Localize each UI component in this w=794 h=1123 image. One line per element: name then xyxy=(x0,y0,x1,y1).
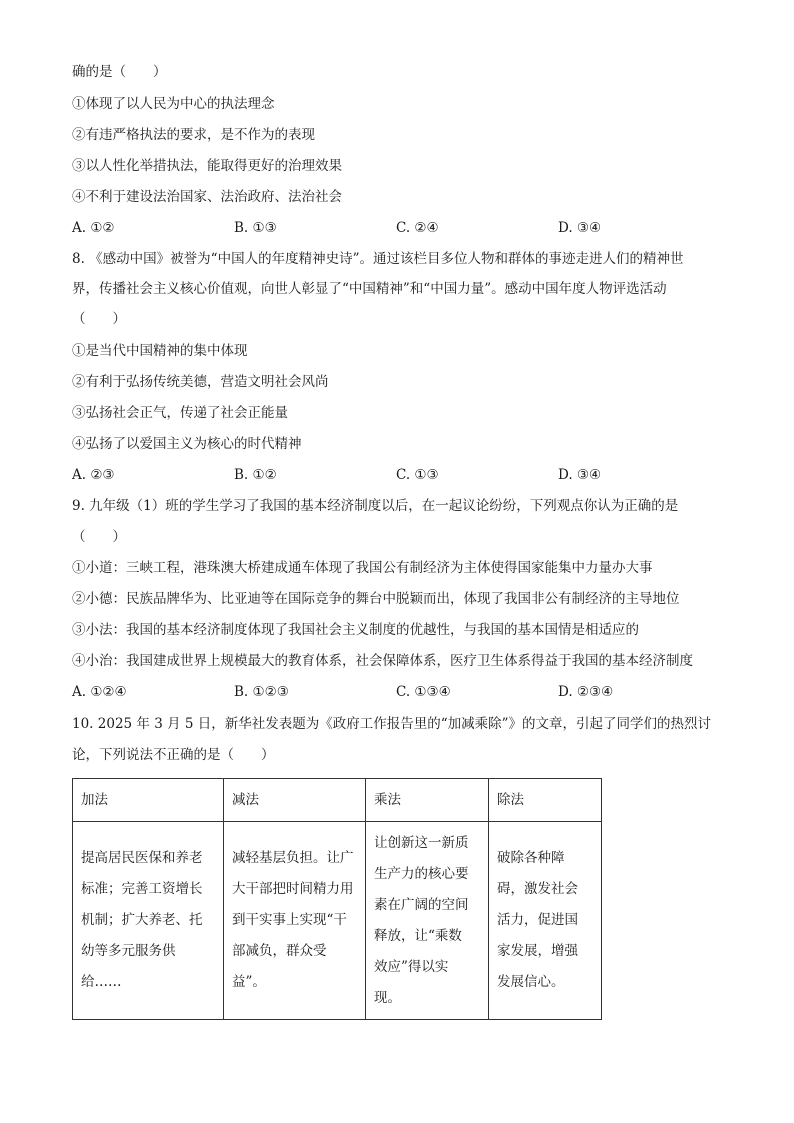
q9-option-b[interactable]: B. ①②③ xyxy=(234,684,289,700)
q7-options xyxy=(72,218,722,238)
q9-item-3: ③小法：我国的基本经济制度体现了我国社会主义制度的优越性，与我国的基本国情是相适应的 xyxy=(72,622,639,638)
q10-stem-line-1: 10. 2025 年 3 月 5 日，新华社发表题为《政府工作报告里的“加减乘除”》的文章，引起了同学们的热烈讨 xyxy=(72,716,712,732)
q7-option-d[interactable]: D. ③④ xyxy=(558,220,602,236)
q8-option-c[interactable]: C. ①③ xyxy=(396,467,439,483)
q8-item-4: ④弘扬了以爱国主义为核心的时代精神 xyxy=(72,436,302,452)
q10-table xyxy=(72,778,602,1020)
q7-stem: 确的是（ ） xyxy=(72,64,167,80)
q9-options xyxy=(72,682,722,702)
q9-stem-line-2: （ ） xyxy=(72,529,126,545)
q8-options xyxy=(72,465,722,485)
q8-stem-line-1: 8. 《感动中国》被誉为“中国人的年度精神史诗”。通过该栏目多位人物和群体的事迹走进人们的精神世 xyxy=(72,251,684,267)
q10-table-header-row xyxy=(73,779,602,822)
question-8 xyxy=(72,249,722,485)
q9-option-d[interactable]: D. ②③④ xyxy=(558,684,614,700)
q8-option-d[interactable]: D. ③④ xyxy=(558,467,602,483)
q9-item-2: ②小德：民族品牌华为、比亚迪等在国际竞争的舞台中脱颖而出，体现了我国非公有制经济的主导地位 xyxy=(72,591,680,607)
q9-item-1: ①小道：三峡工程，港珠澳大桥建成通车体现了我国公有制经济为主体使得国家能集中力量办大事 xyxy=(72,560,653,576)
q7-item-4: ④不利于建设法治国家、法治政府、法治社会 xyxy=(72,189,342,205)
q8-stem-line-2: 界，传播社会主义核心价值观，向世人彰显了“中国精神”和“中国力量”。感动中国年度人物评选活动 xyxy=(72,281,667,297)
q7-option-c[interactable]: C. ②④ xyxy=(396,220,439,236)
q10-stem-line-2: 论，下列说法不正确的是（ ） xyxy=(72,747,275,763)
q8-item-2: ②有利于弘扬传统美德，营造文明社会风尚 xyxy=(72,374,329,390)
q10-cell-multiply: 让创新这一新质 生产力的核心要 素在广阔的空间 释放，让“乘数 效应”得以实 现。 xyxy=(374,834,469,1006)
q8-item-1: ①是当代中国精神的集中体现 xyxy=(72,343,248,359)
q10-header-divide: 除法 xyxy=(489,779,602,822)
q7-option-b[interactable]: B. ①③ xyxy=(234,220,277,236)
q8-item-3: ③弘扬社会正气，传递了社会正能量 xyxy=(72,405,288,421)
question-9 xyxy=(72,496,722,702)
q10-table-body-row xyxy=(73,822,602,1020)
question-7 xyxy=(72,62,722,238)
q9-stem-line-1: 9. 九年级（1）班的学生学习了我国的基本经济制度以后，在一起议论纷纷，下列观点你认为正确的是 xyxy=(72,498,679,514)
question-10 xyxy=(72,714,722,765)
q10-header-subtract: 减法 xyxy=(224,779,366,822)
q10-cell-subtract: 减轻基层负担。让广 大干部把时间精力用 到干实事上实现“干 部减负，群众受 益”。 xyxy=(232,850,354,990)
exam-page xyxy=(72,62,722,765)
q7-option-a[interactable]: A. ①② xyxy=(72,220,115,236)
q9-option-c[interactable]: C. ①③④ xyxy=(396,684,451,700)
q7-item-1: ①体现了以人民为中心的执法理念 xyxy=(72,96,275,112)
q8-option-a[interactable]: A. ②③ xyxy=(72,467,115,483)
q10-cell-divide: 破除各种障 碍，激发社会 活力，促进国 家发展，增强 发展信心。 xyxy=(497,850,578,990)
q7-item-2: ②有违严格执法的要求，是不作为的表现 xyxy=(72,127,315,143)
q9-item-4: ④小治：我国建成世界上规模最大的教育体系，社会保障体系，医疗卫生体系得益于我国的基本经济制度 xyxy=(72,653,693,669)
q7-item-3: ③以人性化举措执法，能取得更好的治理效果 xyxy=(72,158,342,174)
q8-stem-line-3: （ ） xyxy=(72,311,126,327)
q10-header-add: 加法 xyxy=(73,779,224,822)
q9-option-a[interactable]: A. ①②④ xyxy=(72,684,127,700)
q8-option-b[interactable]: B. ①② xyxy=(234,467,277,483)
q10-cell-add: 提高居民医保和养老 标准；完善工资增长 机制；扩大养老、托 幼等多元服务供 给…… xyxy=(81,850,203,990)
q10-header-multiply: 乘法 xyxy=(366,779,489,822)
